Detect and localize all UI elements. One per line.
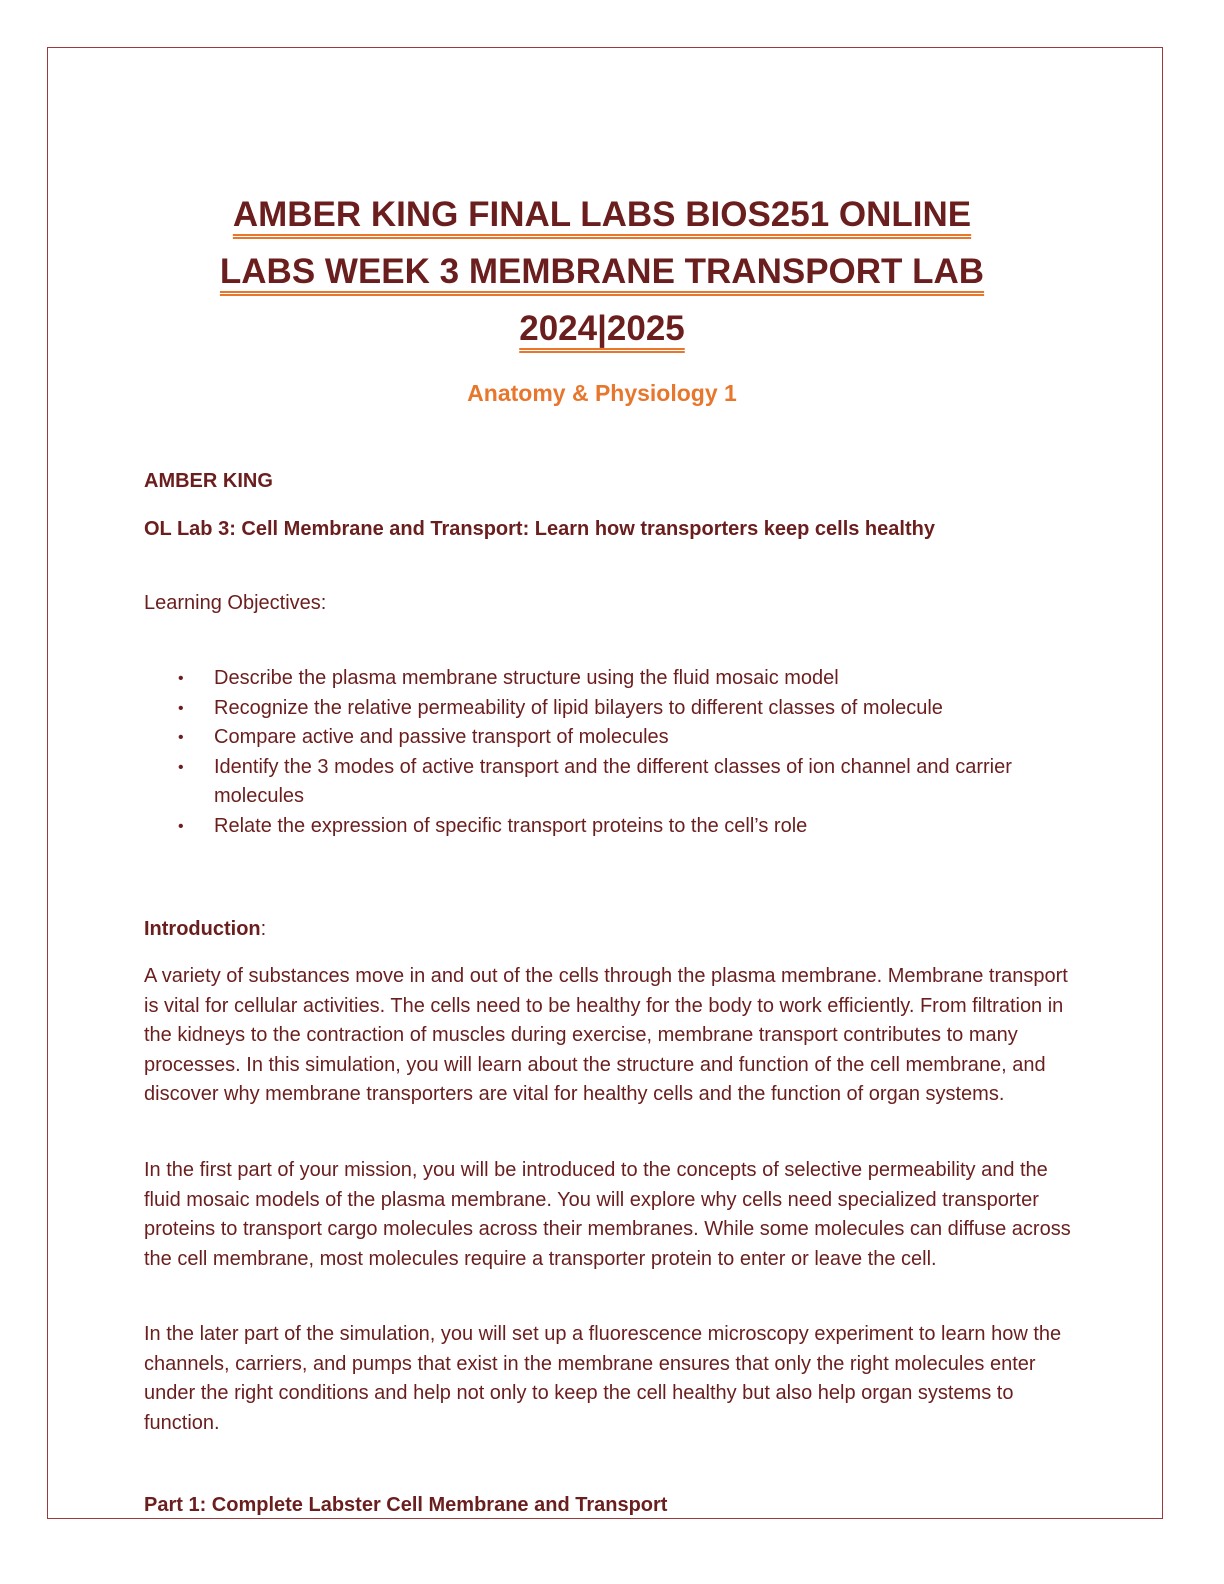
bullet-icon: • — [178, 758, 184, 776]
bullet-icon: • — [178, 699, 184, 717]
list-item — [144, 753, 1064, 812]
objectives-label: Learning Objectives: — [144, 592, 327, 614]
part-1-heading: Part 1: Complete Labster Cell Membrane and Transport — [144, 1494, 668, 1516]
title-line-2: LABS WEEK 3 MEMBRANE TRANSPORT LAB — [219, 252, 985, 291]
intro-paragraph-3: In the later part of the simulation, you will set up a fluorescence microscopy experiment to learn how the channels, carriers, and pumps that exist in the membrane ensures that only the right molecules enter under the right conditions and help not only to keep the cell healthy but also help organ systems to function. — [144, 1323, 1062, 1434]
bullet-icon: • — [178, 817, 184, 835]
intro-paragraph-2: In the first part of your mission, you will be introduced to the concepts of selective permeability and the fluid mosaic models of the plasma membrane. You will explore why cells need specialized transporter proteins to transport cargo molecules across their membranes. While some molecules can diffuse across the cell membrane, most molecules require a transporter protein to enter or leave the cell. — [144, 1159, 1071, 1270]
objective-text: Recognize the relative permeability of lipid bilayers to different classes of molecule — [214, 696, 943, 719]
objective-text: Identify the 3 modes of active transport and the different classes of ion channel and carrier molecules — [214, 755, 1012, 807]
objective-text: Relate the expression of specific transport proteins to the cell’s role — [214, 814, 808, 837]
title-line-1: AMBER KING FINAL LABS BIOS251 ONLINE — [232, 195, 972, 234]
list-item — [144, 664, 1064, 694]
title-line-3: 2024|2025 — [519, 309, 685, 348]
list-item — [144, 812, 1064, 842]
introduction-heading-colon: : — [260, 918, 267, 940]
author-name: AMBER KING — [144, 470, 273, 492]
list-item — [144, 723, 1064, 753]
intro-paragraph-1: A variety of substances move in and out of the cells through the plasma membrane. Membrane transport is vital for cellular activities. The cells need to be healthy for the body to work efficiently. From filtration in the kidneys to the contraction of muscles during exercise, membrane transport contributes to many processes. In this simulation, you will learn about the structure and function of the cell membrane, and discover why membrane transporters are vital for healthy cells and the function of organ systems. — [144, 965, 1068, 1105]
course-subtitle: Anatomy & Physiology 1 — [467, 380, 737, 406]
list-item — [144, 694, 1064, 724]
objectives-list — [144, 664, 1064, 841]
objective-text: Describe the plasma membrane structure using the fluid mosaic model — [214, 667, 839, 689]
introduction-heading — [144, 918, 266, 941]
document-title — [144, 186, 1060, 357]
introduction-heading-text: Introduction — [144, 918, 261, 940]
lab-title: OL Lab 3: Cell Membrane and Transport: Learn how transporters keep cells healthy — [144, 518, 935, 540]
bullet-icon: • — [178, 670, 184, 687]
objective-text: Compare active and passive transport of molecules — [214, 726, 669, 748]
bullet-icon: • — [178, 729, 184, 746]
